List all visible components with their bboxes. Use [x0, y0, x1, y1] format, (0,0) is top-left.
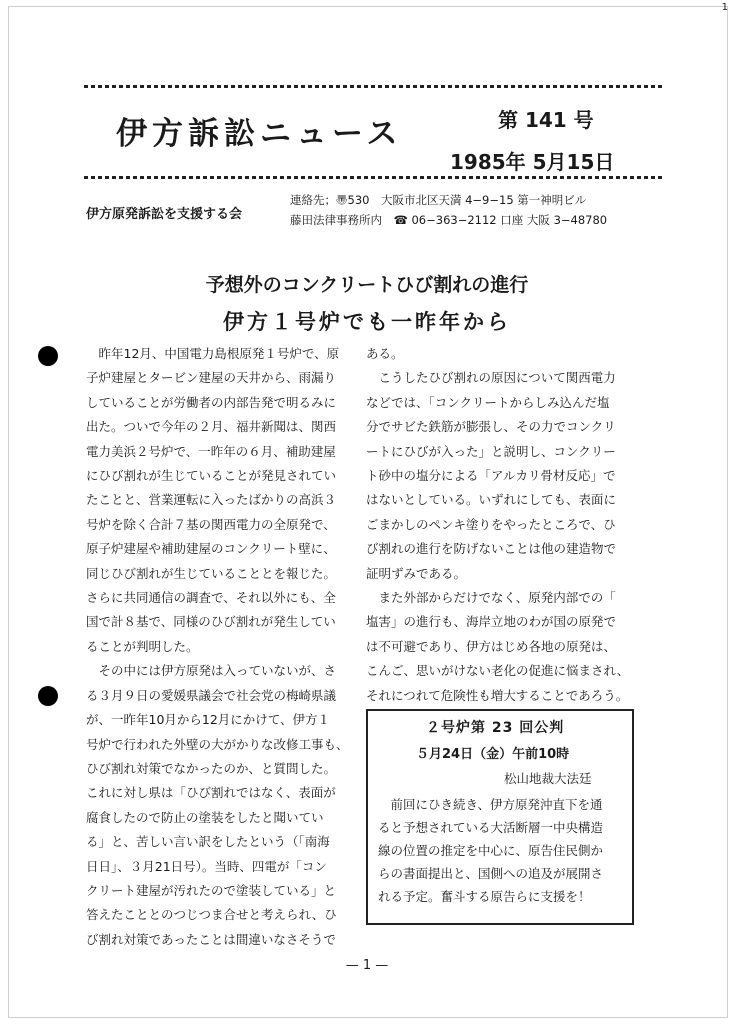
text-line: らの書面提出と、国側への追及が展開さ: [378, 866, 604, 881]
text-line: ごまかしのペンキ塗りをやったところで、ひ: [366, 516, 616, 532]
text-line: こんご、思いがけない老化の促進に悩まされ、: [366, 663, 630, 679]
publisher-contact: [290, 190, 607, 230]
issue-date: 1985年 5月15日: [450, 150, 615, 174]
text-line: たことと、営業運転に入ったばかりの高浜３: [86, 492, 337, 508]
text-line: ると予想されている大活断層一中央構造: [378, 820, 604, 835]
text-line: 塩害」の進行も、海岸立地のわが国の原発で: [366, 614, 617, 630]
text-line: ートにひびが入った」と説明し、コンクリー: [366, 443, 616, 459]
text-line: は不可避であり、伊方はじめ各地の原発は、: [366, 638, 617, 654]
punch-hole-top: [38, 346, 58, 366]
text-line: 電力美浜２号炉で、一昨年の６月、補助建屋: [86, 443, 336, 459]
text-line: それにつれて危険性も増大することであろう。: [366, 687, 629, 703]
contact-line: 藤田法律事務所内 ☎ 06−363−2112 口座 大阪 3−48780: [290, 213, 608, 227]
text-line: 証明ずみである。: [366, 565, 467, 581]
text-line: る」と、苦しい言い訳をしたという（「南海: [86, 834, 330, 850]
page-number: — 1 —: [345, 958, 389, 973]
corner-mark: 1: [721, 2, 728, 13]
notice-place: 松山地裁大法廷: [504, 771, 592, 786]
notice-title: ２号炉第 23 回公判: [426, 720, 565, 736]
article-left-column: [86, 342, 356, 952]
text-line: 日日」、３月21日号）。当時、四電が「コン: [86, 858, 327, 874]
masthead-top-rule: [84, 85, 662, 88]
issue-number: 第 141 号: [498, 108, 594, 132]
text-line: 原子炉建屋や補助建屋のコンクリート壁に、: [86, 541, 336, 557]
text-line: ト砂中の塩分による「アルカリ骨材反応」で: [366, 468, 616, 484]
article-right-column: [366, 342, 634, 708]
text-line: ひび割れ対策でなかったのか、と質問した。: [86, 760, 337, 776]
text-line: 線の位置の推定を中心に、原告住民側か: [378, 843, 604, 858]
text-line: 号炉を除く合計７基の関西電力の全原発で、: [86, 516, 336, 532]
text-line: 答えたこととのつじつま合せと考えられ、ひ: [86, 907, 337, 923]
text-line: これに対し県は「ひび割れではなく、表面が: [86, 785, 336, 801]
text-line: れる予定。奮斗する原告らに支援を！: [378, 889, 591, 904]
newsletter-title: 伊方訴訟ニュース: [116, 116, 403, 152]
text-line: 号炉で行われた外壁の大がかりな改修工事も、: [86, 736, 349, 752]
notice-date: ５月24日（金）午前10時: [416, 747, 570, 762]
text-line: また外部からだけでなく、原発内部での「: [366, 590, 616, 606]
text-line: その中には伊方原発は入っていないが、さ: [86, 663, 337, 679]
trial-notice-box: [366, 709, 634, 925]
notice-body: [378, 793, 603, 908]
text-line: る３月９日の愛媛県議会で社会党の梅崎県議: [86, 687, 337, 703]
text-line: さらに共同通信の調査で、それ以外にも、全: [86, 590, 336, 606]
text-line: 分でサビた鉄筋が膨張し、その力でコンクリ: [366, 419, 616, 435]
text-line: などでは、「コンクリートからしみ込んだ塩: [366, 394, 610, 410]
masthead-bottom-rule: [84, 176, 662, 179]
article-headline: 予想外のコンクリートひび割れの進行: [205, 274, 529, 296]
publisher-org: 伊方原発訴訟を支援する会: [86, 207, 243, 222]
text-line: ることが判明した。: [86, 638, 199, 654]
text-line: はないとしている。いずれにしても、表面に: [366, 492, 617, 508]
contact-line: 連絡先；〠530 大阪市北区天満 4−9−15 第一神明ビル: [290, 193, 587, 207]
text-line: こうしたひび割れの原因について関西電力: [366, 370, 616, 386]
article-subheadline: 伊方１号炉でも一昨年から: [223, 310, 511, 334]
text-line: 出た。ついで今年の２月、福井新聞は、関西: [86, 419, 337, 435]
text-line: 国で計８基で、同様のひび割れが発生してい: [86, 614, 336, 630]
text-line: び割れの進行を防げないことは他の建造物で: [366, 541, 617, 557]
text-line: クリート建屋が汚れたので塗装している」と: [86, 882, 337, 898]
punch-hole-bottom: [38, 686, 58, 706]
text-line: 昨年12月、中国電力島根原発１号炉で、原: [86, 346, 340, 361]
text-line: していることが労働者の内部告発で明るみに: [86, 394, 337, 410]
text-line: 前回にひき続き、伊方原発沖直下を通: [378, 797, 603, 812]
text-line: が、一昨年10月から12月にかけて、伊方１: [86, 712, 331, 728]
text-line: 腐食したので防止の塗装をしたと聞いてい: [86, 809, 324, 825]
text-line: 子炉建屋とタービン建屋の天井から、雨漏り: [86, 370, 337, 386]
text-line: にひび割れが生じていることが発見されてい: [86, 468, 337, 484]
text-line: び割れ対策であったことは間違いなさそうで: [86, 931, 336, 947]
text-line: ある。: [366, 346, 404, 361]
text-line: 同じひび割れが生じていることとを報じた。: [86, 565, 337, 581]
